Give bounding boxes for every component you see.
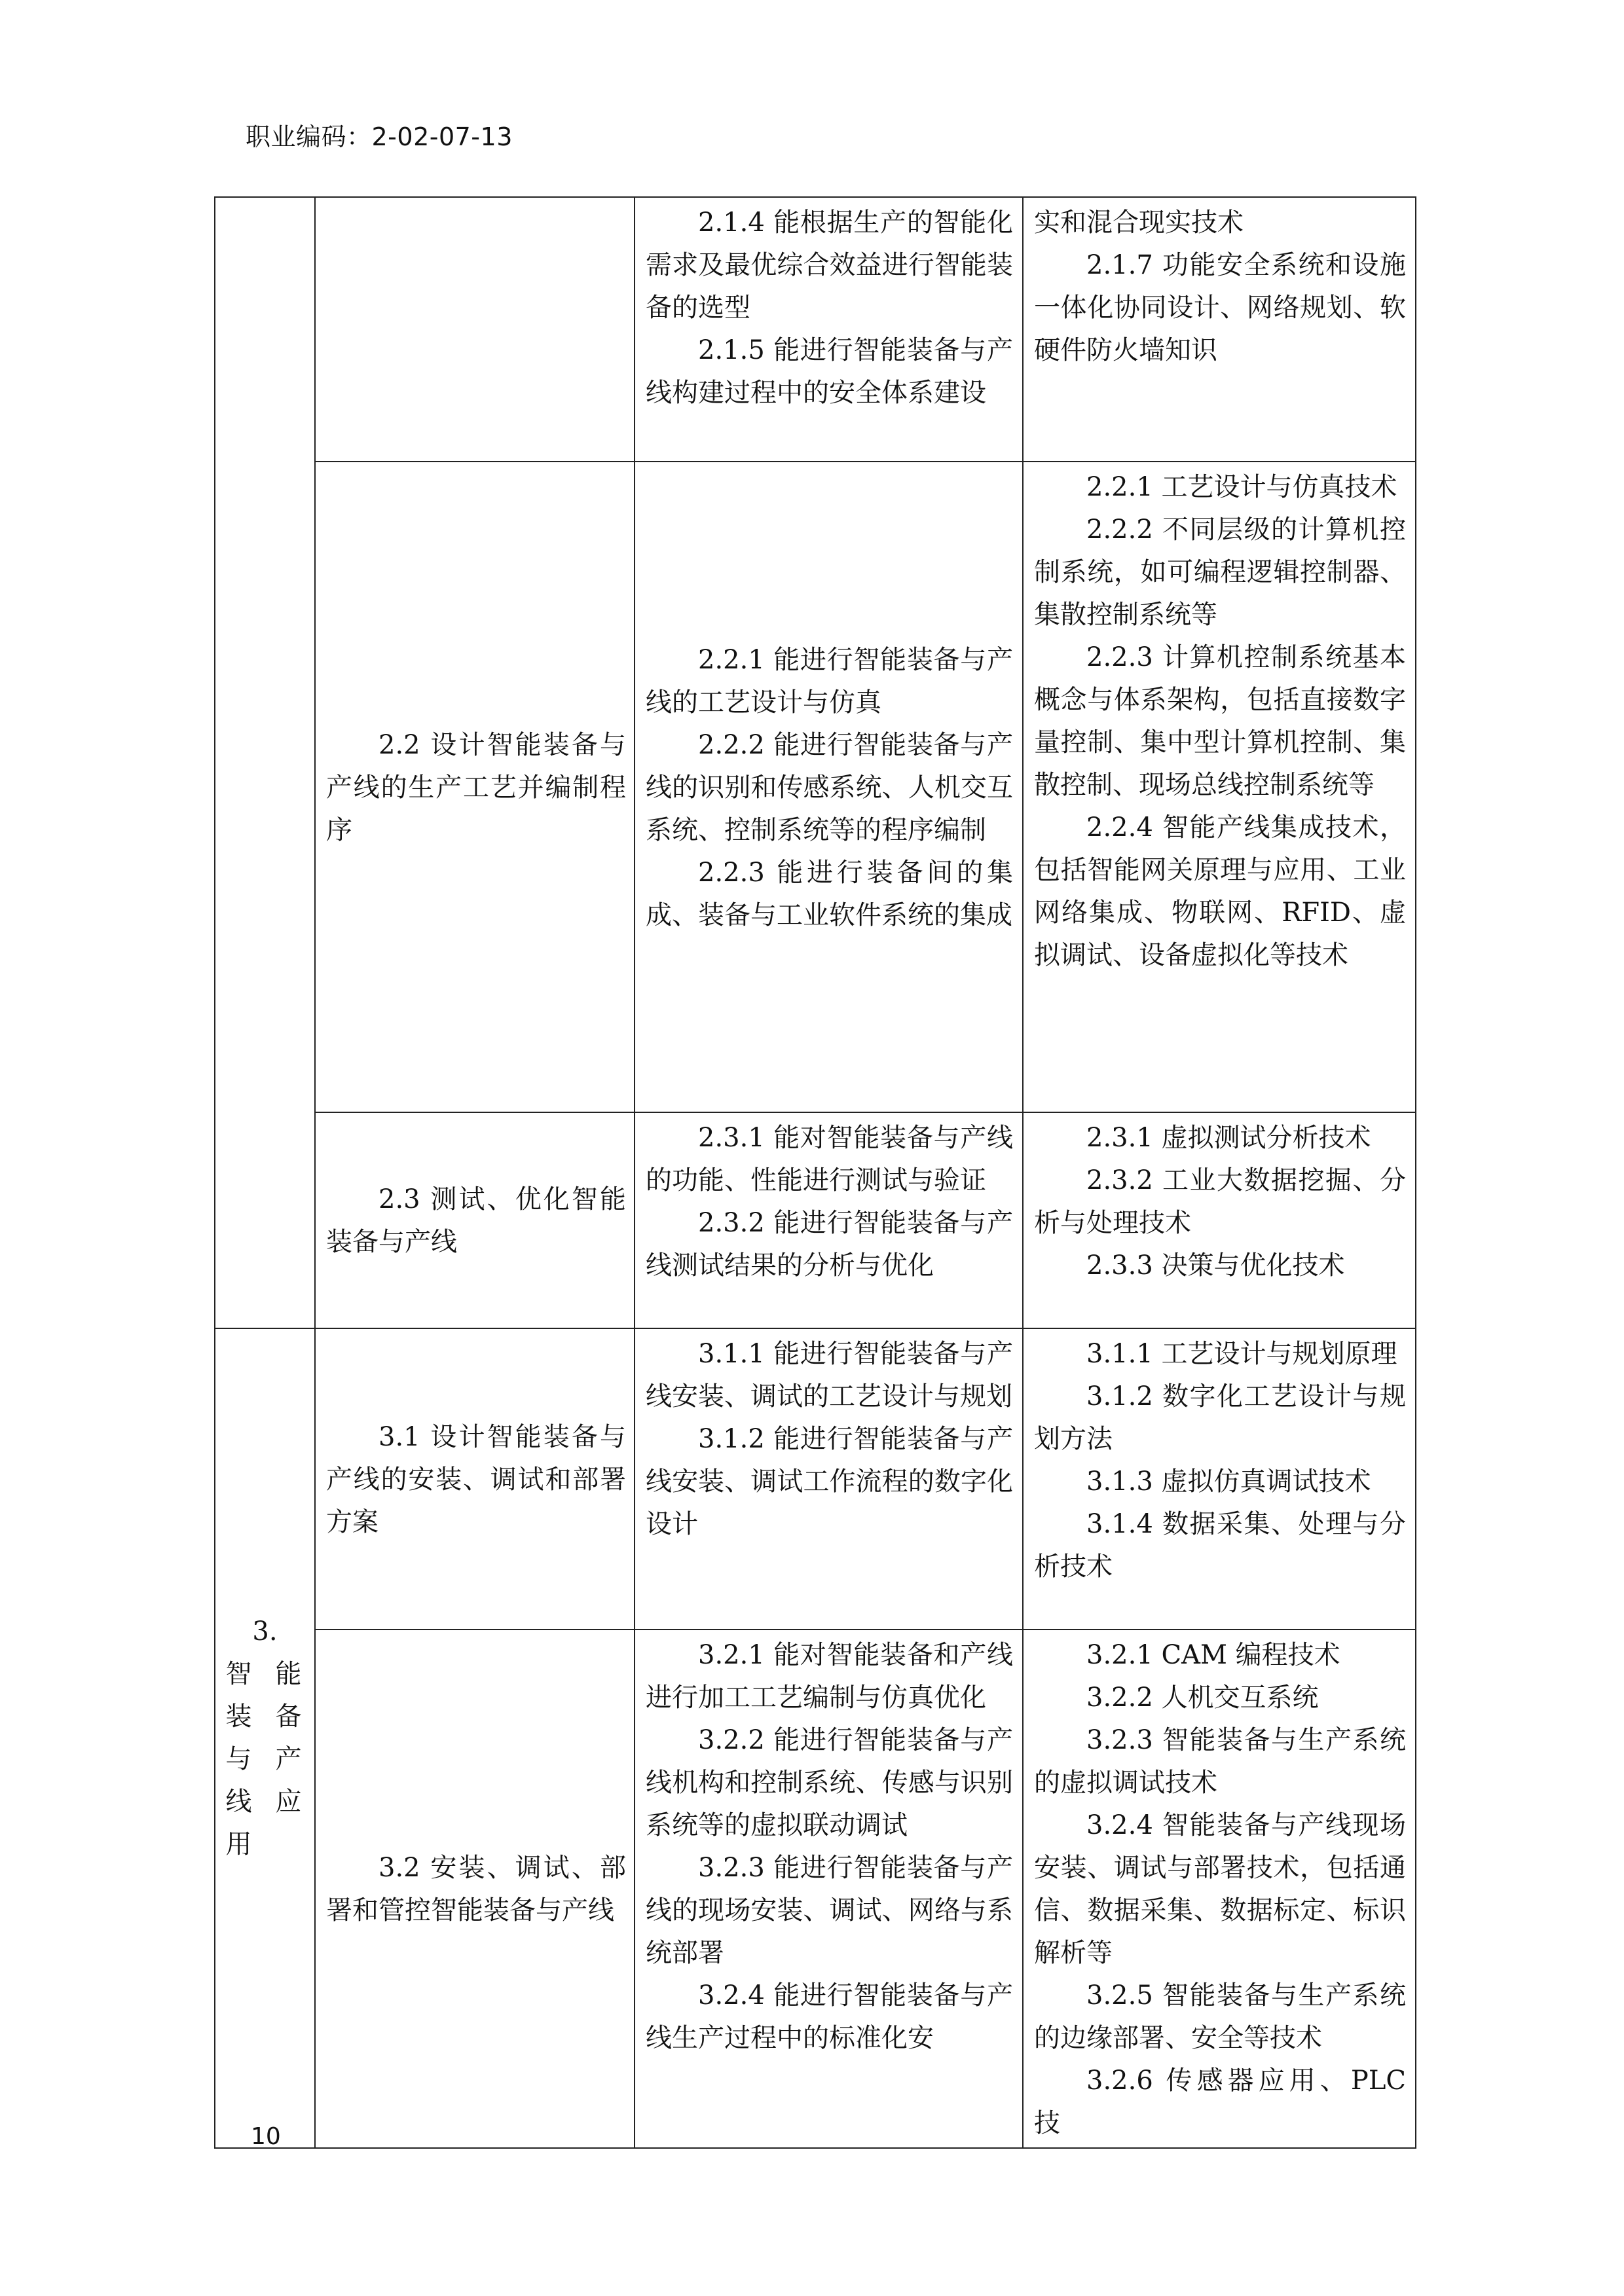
function-name: 智能装备与产线应用: [225, 1659, 304, 1859]
work-content-cell: [315, 197, 635, 462]
skills-cell: [635, 1328, 1023, 1630]
skills-cell: [635, 197, 1023, 462]
skill-item: 3.1.2 能进行智能装备与产线安装、调试工作流程的数字化设计: [646, 1424, 1013, 1539]
function-number: 3.: [252, 1616, 278, 1647]
knowledge-item: 3.2.1 CAM 编程技术: [1086, 1640, 1340, 1670]
work-content-text: 3.2 安装、调试、部署和管控智能装备与产线: [326, 1853, 626, 1925]
skill-item: 3.2.4 能进行智能装备与产线生产过程中的标准化安: [646, 1980, 1013, 2053]
work-content-text: 3.1 设计智能装备与产线的安装、调试和部署方案: [326, 1421, 626, 1537]
skill-item: 2.1.5 能进行智能装备与产线构建过程中的安全体系建设: [646, 335, 1013, 408]
knowledge-item: 2.3.1 虚拟测试分析技术: [1086, 1123, 1371, 1153]
knowledge-item: 2.2.4 智能产线集成技术，包括智能网关原理与应用、工业网络集成、物联网、RFID、虚拟调试、设备虚拟化等技术: [1034, 812, 1406, 970]
skills-cell: [635, 1630, 1023, 2148]
knowledge-item: 2.2.1 工艺设计与仿真技术: [1086, 472, 1397, 502]
skill-item: 3.1.1 能进行智能装备与产线安装、调试的工艺设计与规划: [646, 1339, 1013, 1412]
skill-item: 3.2.2 能进行智能装备与产线机构和控制系统、传感与识别系统等的虚拟联动调试: [646, 1725, 1013, 1840]
table-row: [215, 462, 1416, 1112]
knowledge-item-continued: 实和混合现实技术: [1034, 208, 1244, 238]
knowledge-item: 2.1.7 功能安全系统和设施一体化协同设计、网络规划、软硬件防火墙知识: [1034, 250, 1406, 365]
work-content-cell: [315, 1328, 635, 1630]
table-row: [215, 197, 1416, 462]
skill-item: 3.2.3 能进行智能装备与产线的现场安装、调试、网络与系统部署: [646, 1853, 1013, 1968]
knowledge-item: 3.2.5 智能装备与生产系统的边缘部署、安全等技术: [1034, 1980, 1406, 2053]
knowledge-cell: [1023, 1630, 1416, 2148]
skill-item: 2.2.1 能进行智能装备与产线的工艺设计与仿真: [646, 644, 1013, 718]
knowledge-item: 3.2.6 传感器应用、PLC 技: [1034, 2066, 1406, 2138]
knowledge-cell: [1023, 197, 1416, 462]
knowledge-item: 2.3.3 决策与优化技术: [1086, 1250, 1345, 1281]
skill-item: 3.2.1 能对智能装备和产线进行加工工艺编制与仿真优化: [646, 1640, 1013, 1713]
work-content-cell: [315, 462, 635, 1112]
work-content-cell: [315, 1112, 635, 1328]
skill-item: 2.2.3 能进行装备间的集成、装备与工业软件系统的集成: [646, 857, 1013, 930]
knowledge-cell: [1023, 1328, 1416, 1630]
skills-cell: [635, 462, 1023, 1112]
function-cell: [215, 1328, 315, 2148]
table-row: [215, 1630, 1416, 2148]
occupation-code-header: 职业编码：2-02-07-13: [246, 122, 513, 151]
knowledge-item: 3.1.4 数据采集、处理与分析技术: [1034, 1509, 1406, 1582]
skill-item: 2.3.2 能进行智能装备与产线测试结果的分析与优化: [646, 1208, 1013, 1281]
skills-cell: [635, 1112, 1023, 1328]
knowledge-item: 3.2.4 智能装备与产线现场安装、调试与部署技术，包括通信、数据采集、数据标定、标识解析等: [1034, 1810, 1406, 1968]
work-content-text: 2.3 测试、优化智能装备与产线: [326, 1184, 626, 1257]
knowledge-item: 3.1.2 数字化工艺设计与规划方法: [1034, 1381, 1406, 1454]
skill-item: 2.2.2 能进行智能装备与产线的识别和传感系统、人机交互系统、控制系统等的程序编制: [646, 729, 1013, 845]
page-number: 10: [251, 2123, 281, 2150]
knowledge-item: 3.2.2 人机交互系统: [1086, 1683, 1319, 1713]
work-content-cell: [315, 1630, 635, 2148]
knowledge-item: 3.2.3 智能装备与生产系统的虚拟调试技术: [1034, 1725, 1406, 1798]
table-row: [215, 1328, 1416, 1630]
knowledge-item: 2.2.3 计算机控制系统基本概念与体系架构，包括直接数字量控制、集中型计算机控制、集散控制、现场总线控制系统等: [1034, 642, 1406, 800]
table-row: [215, 1112, 1416, 1328]
knowledge-item: 2.2.2 不同层级的计算机控制系统，如可编程逻辑控制器、集散控制系统等: [1034, 515, 1406, 630]
knowledge-item: 2.3.2 工业大数据挖掘、分析与处理技术: [1034, 1165, 1406, 1238]
knowledge-cell: [1023, 462, 1416, 1112]
knowledge-cell: [1023, 1112, 1416, 1328]
knowledge-item: 3.1.3 虚拟仿真调试技术: [1086, 1467, 1371, 1497]
skill-item: 2.1.4 能根据生产的智能化需求及最优综合效益进行智能装备的选型: [646, 208, 1013, 323]
skill-item: 2.3.1 能对智能装备与产线的功能、性能进行测试与验证: [646, 1123, 1013, 1195]
function-cell-continued: [215, 197, 315, 1328]
knowledge-item: 3.1.1 工艺设计与规划原理: [1086, 1339, 1397, 1369]
work-content-text: 2.2 设计智能装备与产线的生产工艺并编制程序: [326, 729, 626, 845]
occupational-standard-table: [214, 196, 1416, 2149]
